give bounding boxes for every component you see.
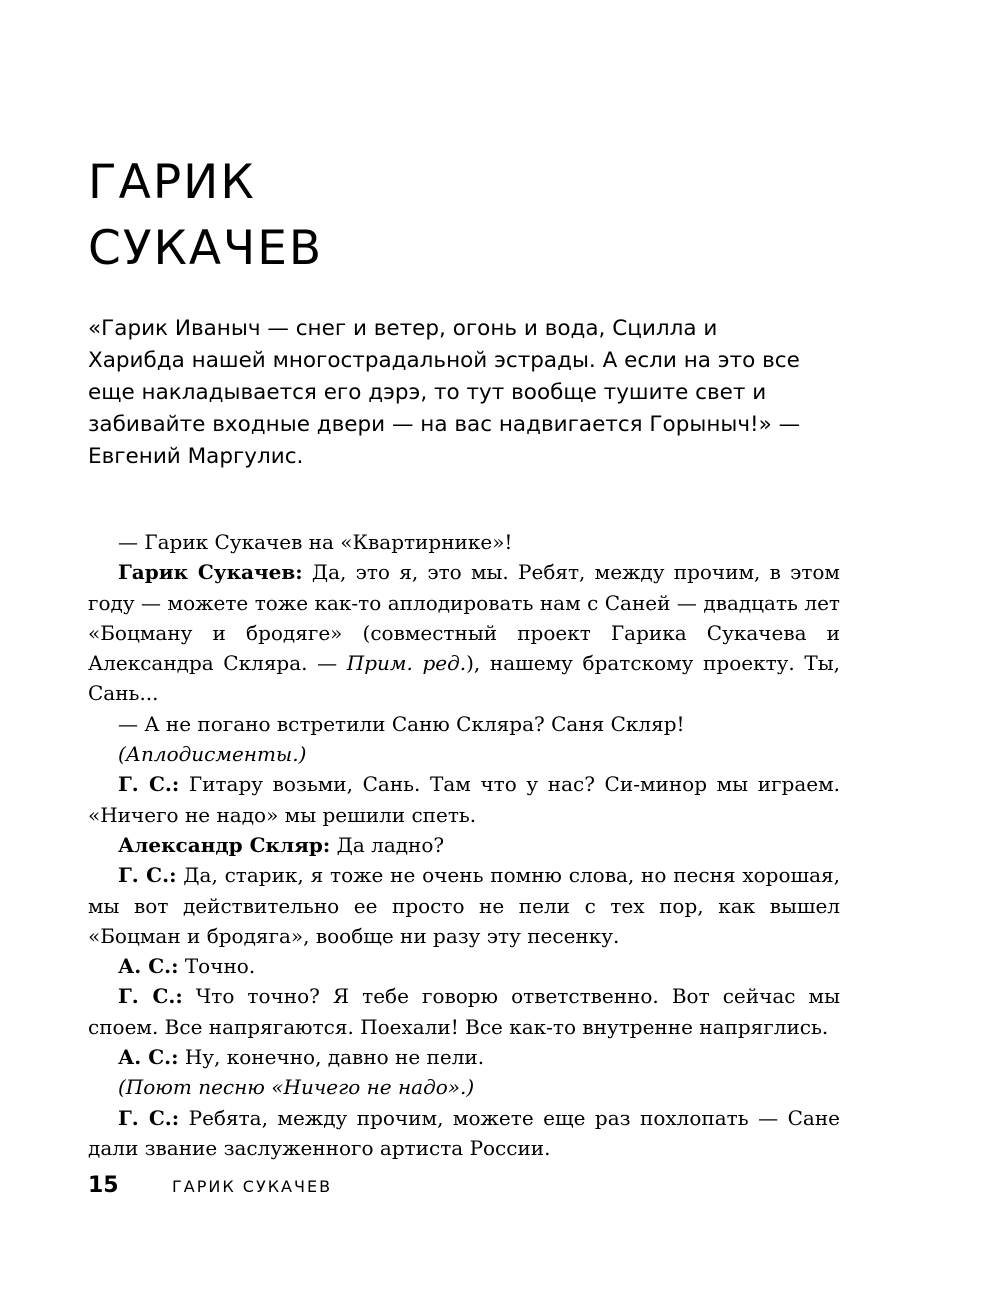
paragraph — [88, 1042, 840, 1072]
page-footer — [88, 1173, 332, 1198]
paragraph — [88, 527, 840, 557]
paragraph — [88, 557, 840, 708]
chapter-title-line-1: ГАРИК — [88, 155, 256, 210]
interview-text — [88, 527, 840, 1163]
speaker-name: Г. С.: — [118, 863, 177, 888]
paragraph — [88, 830, 840, 860]
paragraph-text: Ну, конечно, давно не пели. — [178, 1045, 485, 1070]
paragraph-text: Что точно? Я тебе говорю ответственно. Вот сейчас мы споем. Все напрягаются. Поехали! Все как-то внутренне напряглись. — [88, 984, 840, 1039]
chapter-title — [88, 150, 323, 282]
paragraph-text-continued: ), нашему братскому проекту. Ты, Сань... — [88, 651, 840, 706]
stage-direction-text: (Аплодисменты.) — [118, 742, 307, 767]
speaker-name: Г. С.: — [118, 984, 183, 1009]
paragraph — [88, 1103, 840, 1164]
speaker-name: Гарик Сукачев: — [118, 560, 303, 585]
page-number: 15 — [88, 1173, 119, 1198]
speaker-name: А. С.: — [118, 954, 179, 979]
paragraph-text: Да, это я, это мы. Ребят, между прочим, в этом году — можете тоже как-то аплодировать нам с Саней — двадцать лет «Боцману и бродяге» (совместный проект Гарика Сукачева и Александра Скляра. — — [88, 560, 840, 676]
stage-direction — [88, 739, 840, 769]
paragraph — [88, 860, 840, 951]
stage-direction — [88, 1072, 840, 1102]
paragraph-text: Точно. — [178, 954, 256, 979]
running-title: ГАРИК СУКАЧЕВ — [172, 1177, 333, 1196]
speaker-name: Александр Скляр: — [118, 832, 331, 857]
paragraph-text: — Гарик Сукачев на «Квартирнике»! — [118, 530, 513, 554]
paragraph-text: Да ладно? — [330, 832, 445, 857]
paragraph — [88, 769, 840, 830]
paragraph — [88, 951, 840, 981]
epigraph: «Гарик Иваныч — снег и ветер, огонь и вода, Сцилла и Харибда нашей многострадальной эстрады. А если на это все еще накладывается его дэрэ, то тут вообще тушите свет и забивайте входные двери — на вас надвигается Горыныч!» — Евгений Маргулис. — [88, 316, 801, 469]
stage-direction-text: (Поют песню «Ничего не надо».) — [118, 1075, 475, 1100]
editor-note: Прим. ред. — [346, 651, 467, 676]
paragraph — [88, 709, 840, 739]
speaker-name: Г. С.: — [118, 1105, 180, 1130]
speaker-name: А. С.: — [118, 1045, 179, 1070]
speaker-name: Г. С.: — [118, 772, 180, 797]
paragraph-text: Да, старик, я тоже не очень помню слова, но песня хорошая, мы вот действительно ее просто не пели с тех пор, как вышел «Боцман и бродяга», вообще ни разу эту песенку. — [88, 863, 841, 948]
paragraph-text: Гитару возьми, Сань. Там что у нас? Си-минор мы играем. «Ничего не надо» мы решили спеть. — [88, 772, 841, 827]
paragraph — [88, 981, 840, 1042]
paragraph-text: Ребята, между прочим, можете еще раз похлопать — Сане дали звание заслуженного артиста России. — [88, 1105, 841, 1160]
paragraph-text: — А не погано встретили Саню Скляра? Саня Скляр! — [118, 711, 685, 736]
chapter-title-line-2: СУКАЧЕВ — [88, 221, 324, 276]
